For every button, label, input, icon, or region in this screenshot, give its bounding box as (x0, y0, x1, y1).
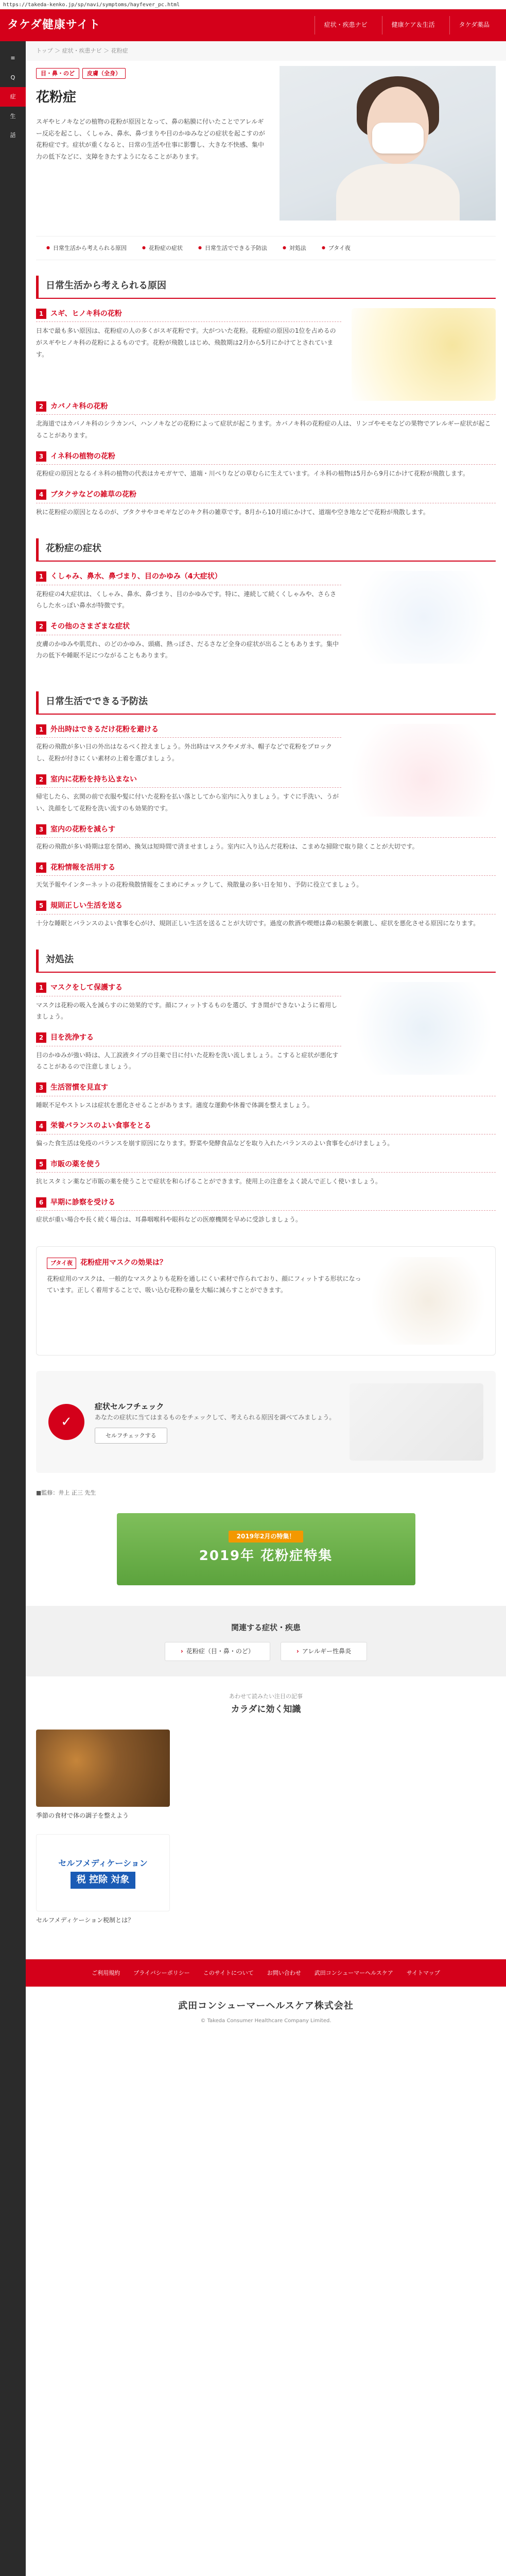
search-icon[interactable]: Q (10, 74, 15, 81)
list-item: 4 栄養バランスのよい食事をとる 偏った食生活は免疫のバランスを崩す原因になります。野菜や発酵食品などを取り入れたバランスのよい食事を心がけましょう。 (36, 1120, 496, 1149)
footer-link[interactable]: お問い合わせ (267, 1969, 301, 1976)
note-label: ブタイ夜 (47, 1258, 76, 1269)
list-item: 5 規則正しい生活を送る 十分な睡眠とバランスのよい食事を心がけ、規則正しい生活を送ることが大切です。過度の飲酒や喫煙は鼻の粘膜を刺激し、症状を悪化させる原因になります。 (36, 900, 496, 929)
list-item: 3 生活習慣を見直す 睡眠不足やストレスは症状を悪化させることがあります。適度な運動や休養で体調を整えましょう。 (36, 1082, 496, 1111)
note-text: 花粉症用のマスクは、一般的なマスクよりも花粉を通しにくい素材で作られており、顔にフィットする形状になっています。正しく着用することで、吸い込む花粉の量を大幅に減らすことができます。 (47, 1275, 361, 1294)
sidenav-item-symptoms[interactable]: 症 (0, 87, 26, 107)
section-causes (36, 276, 496, 518)
table-of-contents (36, 236, 496, 261)
supervisor-credit: ■監修：井上 正三 先生 (36, 1489, 96, 1496)
related-title: 関連する症状・疾患 (231, 1622, 301, 1632)
sidenav-item-topics[interactable]: 話 (10, 132, 16, 139)
list-item: 4 花粉情報を活用する 天気予報やインターネットの花粉飛散情報をこまめにチェックして、飛散量の多い日を知り、予防に役立てましょう。 (36, 862, 496, 891)
section-remedies (36, 950, 496, 1226)
hero-photo-woman-with-mask (280, 66, 496, 221)
company-name: 武田コンシューマーヘルスケア株式会社 (178, 2001, 354, 2012)
selfcheck-button[interactable]: セルフチェックする (95, 1428, 167, 1444)
selfcheck-photo (350, 1383, 483, 1461)
illustration-mask-man (352, 982, 496, 1075)
header-nav (315, 16, 499, 34)
side-navigation (0, 41, 26, 2576)
main-content (26, 41, 506, 2576)
illustration-cleaning (352, 724, 496, 817)
selfcheck-text: あなたの症状に当てはまるものをチェックして、考えられる原因を調べてみましょう。 (95, 1413, 336, 1421)
header-link-health[interactable]: 健康ケア＆生活 (382, 16, 444, 34)
menu-icon[interactable]: ≡ (10, 55, 15, 61)
knowledge-subtitle: あわせて読みたい注目の記事 (229, 1692, 303, 1700)
list-item: 1 外出時はできるだけ花粉を避ける 花粉の飛散が多い日の外出はなるべく控えましょう。外出時はマスクやメガネ、帽子などで花粉をブロックし、花粉が付きにくい素材の上着を選びましょう。 (36, 724, 341, 765)
section-title: 日常生活でできる予防法 (36, 691, 496, 715)
toc-link-symptoms[interactable]: ● 花粉症の症状 (142, 244, 183, 253)
illustration-doctor (372, 1257, 485, 1345)
list-item: 4 ブタクサなどの雑草の花粉 秋に花粉症の原因となるのが、ブタクサやヨモギなどのキク科の雑草です。8月から10月頃にかけて、道端や空き地などで花粉が飛散します。 (36, 489, 496, 518)
footer-link[interactable]: このサイトについて (203, 1969, 254, 1976)
hero (26, 61, 506, 231)
site-logo[interactable]: タケダ健康サイト (7, 19, 101, 32)
header-link-takeda[interactable]: タケダ薬品 (449, 16, 499, 34)
list-item: 3 室内の花粉を減らす 花粉の飛散が多い時期は窓を閉め、換気は短時間で済ませましょう。室内に入り込んだ花粉は、こまめな掃除で取り除くことが大切です。 (36, 824, 496, 853)
list-item: 1 スギ、ヒノキ科の花粉 日本で最も多い原因は、花粉症の人の多くがスギ花粉です。大がついた花粉。花粉症の原因の1位を占めるのがスギやヒノキ科の花粉によるものです。花粉が飛散しはじめ、飛散期は2月から5月にかけてとされています。 (36, 308, 341, 361)
toc-link-causes[interactable]: ● 日常生活から考えられる原因 (46, 244, 127, 253)
article-image-food (36, 1730, 170, 1807)
list-item: 2 カバノキ科の花粉 北海道ではカバノキ科のシラカンバ、ハンノキなどの花粉によって症状が起こります。カバノキ科の花粉症の人は、リンゴやモモなどの果物でアレルギー症状が起こることがあります。 (36, 401, 496, 442)
knowledge-section (26, 1676, 506, 1959)
illustration-pollen (352, 308, 496, 401)
copyright: © Takeda Consumer Healthcare Company Limited. (200, 2018, 331, 2024)
list-item: 3 イネ科の植物の花粉 花粉症の原因となるイネ科の植物の代表はカモガヤで、道端・川べりなどの草むらに生えています。イネ科の植物は5月から9月にかけて花粉が飛散します。 (36, 451, 496, 480)
note-box (36, 1246, 496, 1355)
category-badges (36, 68, 269, 79)
footer-link[interactable]: プライバシーポリシー (133, 1969, 190, 1976)
toc-link-remedies[interactable]: ● 対処法 (283, 244, 306, 253)
badge-skin[interactable]: 皮膚（全身） (82, 68, 126, 79)
section-title: 日常生活から考えられる原因 (36, 276, 496, 299)
article-card[interactable]: 季節の食材で体の調子を整えよう (36, 1730, 170, 1821)
section-title: 対処法 (36, 950, 496, 973)
site-header (0, 9, 506, 41)
footer-link[interactable]: 武田コンシューマーヘルスケア (314, 1969, 393, 1976)
sidenav-item-life[interactable]: 生 (10, 112, 16, 120)
article-image-selfmedication: セルフメディケーション 税 控除 対象 (36, 1834, 170, 1911)
page-lead: スギやヒノキなどの植物の花粉が原因となって、鼻の粘膜に付いたことでアレルギー反応を起こし、くしゃみ、鼻水、鼻づまりや目のかゆみなどの症状を起こすのが花粉症です。症状が重くなると、日常の生活や仕事に影響し、大きな不快感、集中力の低下などに、支障をきたすようになることがあります。 (36, 117, 265, 161)
badge-eye-nose-throat[interactable]: 目・鼻・のど (36, 68, 79, 79)
article-card[interactable]: セルフメディケーション 税 控除 対象 セルフメディケーション税制とは？ (36, 1834, 170, 1925)
related-link-hayfever[interactable]: › 花粉症（目・鼻・のど） (165, 1642, 270, 1661)
list-item: 2 目を洗浄する 目のかゆみが強い時は、人工涙液タイプの目薬で目に付いた花粉を洗い流しましょう。こすると症状が悪化することがあるので注意しましょう。 (36, 1032, 341, 1073)
list-item: 5 市販の薬を使う 抗ヒスタミン薬など市販の薬を使うことで症状を和らげることができます。使用上の注意をよく読んで正しく使いましょう。 (36, 1159, 496, 1188)
selfcheck-title: 症状セルフチェック (95, 1401, 164, 1411)
breadcrumb[interactable]: トップ ＞ 症状・疾患ナビ ＞ 花粉症 (26, 41, 506, 61)
list-item: 6 早期に診察を受ける 症状が重い場合や長く続く場合は、耳鼻咽喉科や眼科などの医療機関を早めに受診しましょう。 (36, 1197, 496, 1226)
list-item: 1 マスクをして保護する マスクは花粉の吸入を減らすのに効果的です。顔にフィットするものを選び、すき間ができないように着用しましょう。 (36, 982, 341, 1023)
toc-link-note[interactable]: ● ブタイ夜 (322, 244, 351, 253)
list-item: 2 室内に花粉を持ち込まない 帰宅したら、玄関の前で衣服や髪に付いた花粉を払い落としてから室内に入りましょう。すぐに手洗い、うがい、洗顔をして花粉を洗い流すのも効果的です。 (36, 774, 341, 815)
toc-link-prevention[interactable]: ● 日常生活でできる予防法 (198, 244, 267, 253)
footer-link[interactable]: ご利用規約 (92, 1969, 120, 1976)
knowledge-title: カラダに効く知識 (231, 1704, 301, 1715)
section-title: 花粉症の症状 (36, 538, 496, 562)
list-item: 2 その他のさまざまな症状 皮膚のかゆみや肌荒れ、のどのかゆみ、頭痛、熱っぽさ、だるさなど全身の症状が出ることもあります。集中力の低下や睡眠不足につながることもあります。 (36, 621, 341, 662)
footer-link[interactable]: サイトマップ (406, 1969, 440, 1976)
banner-ribbon: 2019年2月の特集！ (229, 1531, 304, 1543)
site-footer (26, 1959, 506, 2041)
page-title: 花粉症 (36, 90, 77, 106)
selfcheck-box (36, 1371, 496, 1473)
browser-url-bar[interactable]: https://takeda-kenko.jp/sp/navi/symptoms/hayfever_pc.html (0, 0, 506, 9)
related-section (26, 1606, 506, 1676)
illustration-sneezing (352, 571, 496, 664)
note-question: 花粉症用マスクの効果は？ (80, 1258, 167, 1267)
feature-banner[interactable] (117, 1513, 415, 1585)
header-link-symptoms[interactable]: 症状・疾患ナビ (315, 16, 377, 34)
list-item: 1 くしゃみ、鼻水、鼻づまり、目のかゆみ（4大症状） 花粉症の4大症状は、くしゃみ、鼻水、鼻づまり、目のかゆみです。特に、連続して続くくしゃみや、さらさらした水っぽい鼻水が特徴です。 (36, 571, 341, 612)
banner-title: 2019年 花粉症特集 (199, 1548, 333, 1564)
section-prevention (36, 691, 496, 929)
checklist-icon: ✓ (48, 1404, 84, 1440)
section-symptoms (36, 538, 496, 671)
related-link-rhinitis[interactable]: › アレルギー性鼻炎 (281, 1642, 367, 1661)
